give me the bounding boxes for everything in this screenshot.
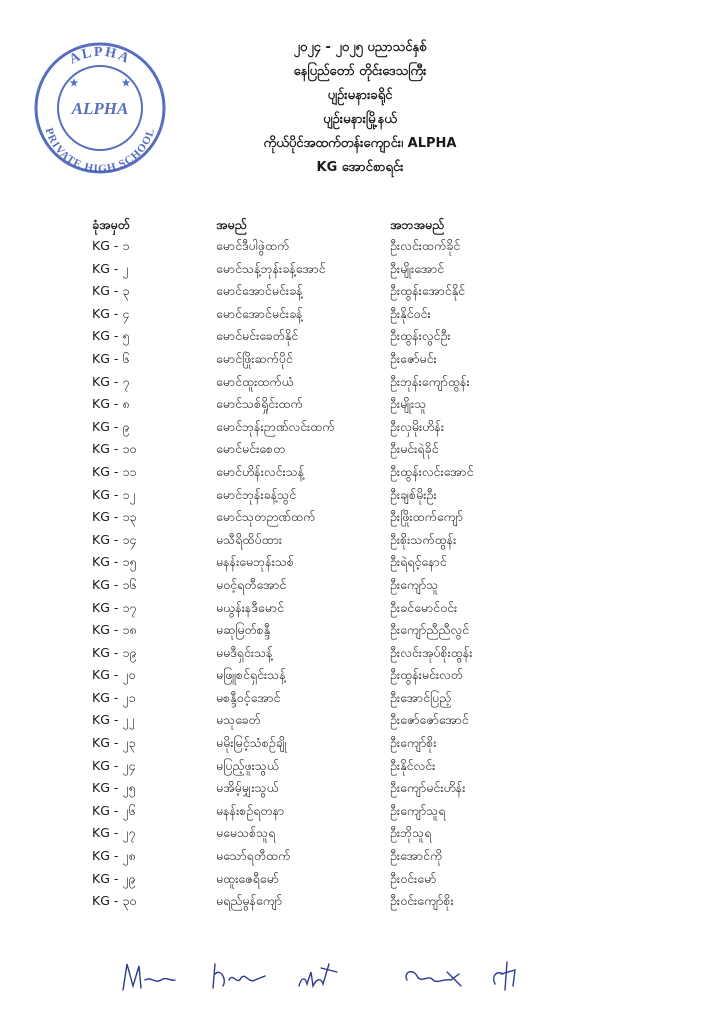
father-name-cell: ဦးကျော်ညီညီလွင် bbox=[390, 622, 470, 638]
father-name-cell: ဦးဘုန်းကျော်ထွန်း bbox=[390, 373, 470, 389]
roll-no-cell: KG - ၆ bbox=[92, 350, 130, 366]
pass-list-table bbox=[92, 215, 592, 913]
roll-no-cell: KG - ၁၃ bbox=[92, 509, 137, 525]
table-row bbox=[92, 303, 592, 326]
student-name-cell: မောင်မင်းခေတ်နိုင် bbox=[216, 328, 299, 344]
table-row bbox=[92, 461, 592, 484]
table-row bbox=[92, 687, 592, 710]
table-row bbox=[92, 348, 592, 371]
father-name-cell: ဦးဘိုသူရ bbox=[390, 825, 432, 841]
table-row bbox=[92, 619, 592, 642]
table-row bbox=[92, 755, 592, 778]
table-header-row bbox=[92, 215, 592, 235]
signature-5 bbox=[494, 962, 515, 990]
table-row bbox=[92, 642, 592, 665]
svg-text:★: ★ bbox=[121, 78, 131, 89]
student-name-cell: မောင်သန့်ဘုန်းခန့်အောင် bbox=[216, 260, 326, 276]
roll-no-cell: KG - ၁၄ bbox=[92, 531, 137, 547]
student-name-cell: မနန်းစဉ်ရတနာ bbox=[216, 802, 285, 818]
student-name-cell: မောင်သစ်ရှိုင်းထက် bbox=[216, 396, 303, 412]
signature-area bbox=[115, 950, 535, 1000]
svg-text:ALPHA: ALPHA bbox=[71, 99, 129, 118]
student-name-cell: မောင်အောင်မင်းခန့် bbox=[216, 283, 303, 299]
father-name-cell: ဦးချစ်မိုးဦး bbox=[390, 486, 437, 502]
table-row bbox=[92, 325, 592, 348]
student-name-cell: မနန်းမေဘုန်းသစ် bbox=[216, 554, 294, 570]
roll-no-cell: KG - ၃ bbox=[92, 283, 130, 299]
father-name-cell: ဦးစိုးသက်ထွန်း bbox=[390, 531, 457, 547]
roll-no-cell: KG - ၂၆ bbox=[92, 802, 136, 818]
student-name-cell: မောင်ဒီပါဖွဲထက် bbox=[216, 238, 290, 253]
roll-no-cell: KG - ၂၁ bbox=[92, 689, 136, 705]
roll-no-cell: KG - ၁၇ bbox=[92, 599, 137, 615]
roll-no-cell: KG - ၂၇ bbox=[92, 825, 136, 841]
father-name-cell: ဦးအောင်ပြည့် bbox=[390, 689, 452, 705]
father-name-cell: ဦးနိုင်ဝင်း bbox=[390, 305, 431, 321]
svg-text:ALPHA: ALPHA bbox=[67, 44, 133, 68]
district-name: ပျဉ်းမနားခရိုင် bbox=[327, 88, 393, 103]
stamp-seal-icon bbox=[30, 38, 170, 178]
student-name-cell: မမဒီရှင်းသန့် bbox=[216, 644, 273, 660]
student-name-cell: မယွန်းနဒီမောင် bbox=[216, 599, 284, 615]
svg-text:PRIVATE HIGH SCHOOL: PRIVATE HIGH SCHOOL bbox=[42, 126, 158, 176]
father-name-cell: ဦးဖြိုးထက်ကျော် bbox=[390, 509, 463, 525]
roll-no-cell: KG - ၄ bbox=[92, 305, 130, 321]
student-name-cell: မောင်ဖြိုးဆက်ပိုင် bbox=[216, 350, 293, 366]
table-row bbox=[92, 574, 592, 597]
list-title: KG အောင်စာရင်း bbox=[316, 160, 404, 175]
student-name-cell: မောင်မင်းစေတ bbox=[216, 441, 286, 457]
table-row bbox=[92, 800, 592, 823]
school-name: ကိုယ်ပိုင်အထက်တန်းကျောင်း၊ ALPHA bbox=[263, 136, 457, 151]
student-name-cell: မအိမ့်မျှးသွယ် bbox=[216, 780, 279, 796]
signature-1 bbox=[123, 964, 175, 990]
roll-no-cell: KG - ၁၈ bbox=[92, 622, 137, 638]
roll-no-cell: KG - ၁၁ bbox=[92, 463, 137, 479]
table-row bbox=[92, 438, 592, 461]
column-header-name: အမည် bbox=[216, 217, 247, 232]
student-name-cell: မသော်ရတီထက် bbox=[216, 848, 291, 864]
table-row bbox=[92, 371, 592, 394]
roll-no-cell: KG - ၁၆ bbox=[92, 576, 137, 592]
roll-no-cell: KG - ၉ bbox=[92, 418, 130, 434]
father-name-cell: ဦးမင်းရဲခိုင် bbox=[390, 441, 439, 457]
svg-text:★: ★ bbox=[69, 78, 79, 89]
roll-no-cell: KG - ၁၂ bbox=[92, 486, 136, 502]
student-name-cell: မဆုမြတ်စန္ဒီ bbox=[216, 622, 271, 638]
father-name-cell: ဦးကျော်စိုး bbox=[390, 735, 437, 751]
table-row bbox=[92, 709, 592, 732]
student-name-cell: မပြည့်ဖူးသွယ် bbox=[216, 757, 279, 773]
father-name-cell: ဦးနိုင်လင်း bbox=[390, 757, 436, 773]
student-name-cell: မသုခေတ် bbox=[216, 712, 261, 728]
roll-no-cell: KG - ၂၅ bbox=[92, 780, 136, 796]
father-name-cell: ဦးမျိုးသူ bbox=[390, 396, 427, 412]
father-name-cell: ဦးဇော်မင်း bbox=[390, 350, 437, 366]
table-row bbox=[92, 529, 592, 552]
column-header-father-name: အဘအမည် bbox=[390, 217, 445, 232]
table-row bbox=[92, 551, 592, 574]
roll-no-cell: KG - ၁ bbox=[92, 238, 130, 253]
student-name-cell: မဖြူစင်ရှင်းသန့် bbox=[216, 667, 286, 683]
father-name-cell: ဦးကျော်သူ bbox=[390, 576, 439, 592]
roll-no-cell: KG - ၁၅ bbox=[92, 554, 137, 570]
student-name-cell: မောင်သုတဉာဏ်ထက် bbox=[216, 509, 316, 525]
roll-no-cell: KG - ၅ bbox=[92, 328, 130, 344]
roll-no-cell: KG - ၂၂ bbox=[92, 712, 135, 728]
table-row bbox=[92, 280, 592, 303]
father-name-cell: ဦးထွန်းအောင်နိုင် bbox=[390, 283, 466, 299]
signature-4 bbox=[406, 972, 461, 986]
table-row bbox=[92, 235, 592, 258]
region-name: နေပြည်တော် တိုင်းဒေသကြီး bbox=[293, 64, 427, 79]
table-row bbox=[92, 732, 592, 755]
father-name-cell: ဦးထွန်းလင်းအောင် bbox=[390, 463, 474, 479]
school-stamp bbox=[30, 38, 170, 178]
father-name-cell: ဦးဝင်းကျော်စိုး bbox=[390, 893, 454, 909]
father-name-cell: ဦးလှမိုးဟိန်း bbox=[390, 418, 445, 434]
father-name-cell: ဦးကျော်သူရ bbox=[390, 802, 446, 818]
table-row bbox=[92, 664, 592, 687]
table-row bbox=[92, 822, 592, 845]
academic-year: ၂၀၂၄ - ၂၀၂၅ ပညာသင်နှစ် bbox=[293, 40, 427, 55]
student-name-cell: မောင်ဘုန်းဉာဏ်လင်းထက် bbox=[216, 418, 335, 434]
father-name-cell: ဦးဇော်ဇော်အောင် bbox=[390, 712, 469, 728]
table-row bbox=[92, 868, 592, 891]
student-name-cell: မစန္ဒီဝင့်အောင် bbox=[216, 689, 281, 705]
student-name-cell: မောင်ဘုန်းခန့်သွင် bbox=[216, 486, 297, 502]
table-row bbox=[92, 890, 592, 913]
signature-2 bbox=[213, 964, 265, 988]
student-name-cell: မောင်ထူးထက်ယံ bbox=[216, 373, 294, 389]
father-name-cell: ဦးထွန်းလွင်ဦး bbox=[390, 328, 451, 344]
roll-no-cell: KG - ၂၀ bbox=[92, 667, 136, 683]
document-header bbox=[150, 40, 570, 184]
student-name-cell: မောင်ဟိန်းလင်းသန့် bbox=[216, 463, 305, 479]
roll-no-cell: KG - ၁၉ bbox=[92, 644, 137, 660]
student-name-cell: မောင်အောင်မင်းခန့် bbox=[216, 305, 303, 321]
table-row bbox=[92, 777, 592, 800]
roll-no-cell: KG - ၈ bbox=[92, 396, 130, 412]
father-name-cell: ဦးကျော်မင်းဟိန်း bbox=[390, 780, 466, 796]
signature-3 bbox=[299, 964, 337, 986]
table-row bbox=[92, 845, 592, 868]
table-row bbox=[92, 484, 592, 507]
father-name-cell: ဦးခင်မောင်ဝင်း bbox=[390, 599, 458, 615]
student-name-cell: မထူးဇေရီမော် bbox=[216, 870, 279, 886]
table-row bbox=[92, 597, 592, 620]
student-name-cell: မမိုးမြင့်သံစဉ်ချို bbox=[216, 735, 287, 751]
roll-no-cell: KG - ၂ bbox=[92, 260, 129, 276]
father-name-cell: ဦးဝင်းမော် bbox=[390, 870, 437, 886]
student-name-cell: မသီရိထိပ်ထား bbox=[216, 531, 283, 547]
father-name-cell: ဦးအောင်ကို bbox=[390, 848, 443, 864]
roll-no-cell: KG - ၂၈ bbox=[92, 848, 136, 864]
roll-no-cell: KG - ၃၀ bbox=[92, 893, 137, 909]
township-name: ပျဉ်းမနားမြို့နယ် bbox=[323, 112, 397, 127]
table-row bbox=[92, 416, 592, 439]
father-name-cell: ဦးလင်းထက်ခိုင် bbox=[390, 238, 461, 253]
student-name-cell: မဝင့်ရတီအောင် bbox=[216, 576, 287, 592]
roll-no-cell: KG - ၂၉ bbox=[92, 870, 136, 886]
father-name-cell: ဦးမျိုးအောင် bbox=[390, 260, 445, 276]
table-row bbox=[92, 506, 592, 529]
student-name-cell: မရည်မွန်ကျော် bbox=[216, 893, 283, 909]
father-name-cell: ဦးလင်းအုပ်စိုးထွန်း bbox=[390, 644, 473, 660]
column-header-roll-no: ခုံအမှတ် bbox=[92, 217, 130, 232]
roll-no-cell: KG - ၇ bbox=[92, 373, 130, 389]
student-name-cell: မမေသစ်သူရ bbox=[216, 825, 276, 841]
table-row bbox=[92, 258, 592, 281]
roll-no-cell: KG - ၂၃ bbox=[92, 735, 136, 751]
table-row bbox=[92, 393, 592, 416]
roll-no-cell: KG - ၁၀ bbox=[92, 441, 137, 457]
roll-no-cell: KG - ၂၄ bbox=[92, 757, 136, 773]
father-name-cell: ဦးထွန်းမင်းလတ် bbox=[390, 667, 463, 683]
father-name-cell: ဦးရဲရင့်နောင် bbox=[390, 554, 447, 570]
